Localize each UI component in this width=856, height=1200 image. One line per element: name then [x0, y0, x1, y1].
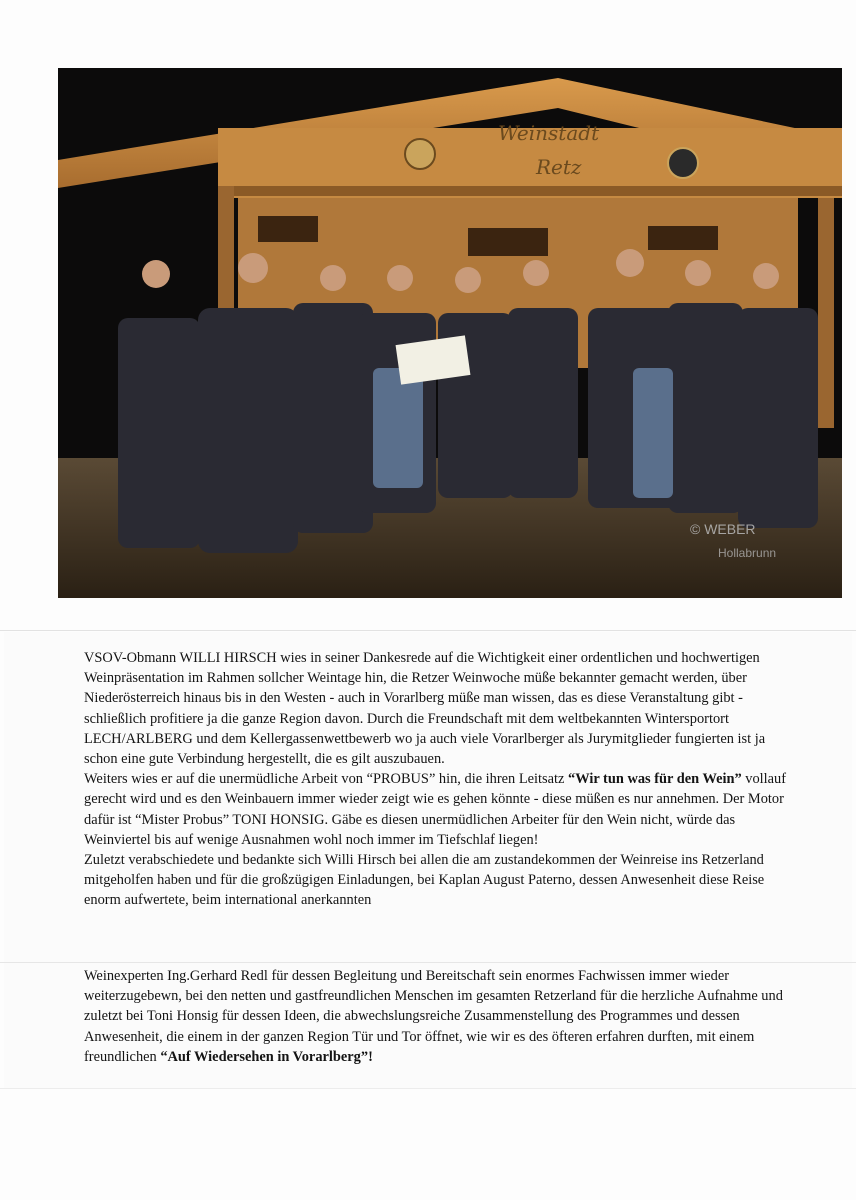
paper-edge: [0, 1088, 856, 1089]
paragraph-1: VSOV-Obmann WILLI HIRSCH wies in seiner Dankesrede auf die Wichtigkeit einer ordentlichen und hochwertigen Weinpräsentation im Rahmen sollcher Weintage hin, die Retzer Weinwoche müße bekannter gemacht werden, über Niederösterreich hinaus bis in den Westen - auch in Vorarlberg müße man wissen, das es diese Veranstaltung gibt - schließlich profitiere ja die ganze Region davon. Durch die Freundschaft mit dem weltbekannten Wintersportort LECH/ARLBERG und dem Kellergassenwettbewerb wo ja auch viele Vorarlberger als Jurymitglieder fungierten ist ja schon eine gute Verbindung hergestellt, die es gilt auszubauen.: [84, 650, 766, 768]
emphasis-farewell: “Auf Wiedersehen in Vorarlberg”!: [160, 1048, 373, 1065]
booth-post: [818, 198, 834, 428]
paper-edge: [0, 630, 856, 631]
coat-of-arms-emblem: [405, 139, 435, 169]
article-text-continued: [84, 966, 790, 1067]
paragraph-3: Zuletzt verabschiedete und bedankte sich Willi Hirsch bei allen die am zustandekommen der Weinreise ins Retzerland mitgeholfen haben und für die großzügigen Einladungen, bei Kaplan August Paterno, dessen Anwesenheit diese Reise enorm aufwertete, beim international anerkannten: [84, 852, 765, 909]
text-run: Weinexperten Ing.Gerhard Redl für dessen Begleitung und Bereitschaft sein enormes Fachwissen immer wieder weiterzugebewn, bei den netten und gastfreundlichen Menschen im gesamten Retzerland für die herzliche Aufnahme und zuletzt bei Toni Honsig für dessen Ideen, die abwechslungsreiche Zusammenstellung des Programmes und dessen Anwesenheit, die einem in der ganzen Region Tür und Tor öffnet, wie wir es des öfteren erfahren durften, mit einem freundlichen: [84, 968, 783, 1065]
emphasis-slogan: “Wir tun was für den Wein”: [568, 771, 742, 788]
sign-text: Weinstadt: [498, 121, 600, 145]
text-run: vollauf gerecht wird und es den Weinbauern immer wieder zeigt wie es gehen könnte - diese müßen es nur annehmen. Der Motor dafür ist “Mister Probus” TONI HONSIG. Gäbe es diesen unermüdlichen Arbeiter für den Wein nicht, würde das Weinviertel bis auf wenige Ausnahmen wohl noch immer im Tiefschlaf liegen!: [84, 771, 787, 848]
group-photo: [58, 68, 842, 598]
paragraph-3-continued: [84, 966, 790, 1067]
article-text: [84, 648, 790, 911]
photo-credit-location: Hollabrunn: [718, 546, 777, 560]
paragraph-2: [84, 769, 790, 850]
paper-edge: [0, 962, 856, 963]
sign-text: Retz: [536, 155, 582, 179]
text-run: Weiters wies er auf die unermüdliche Arbeit von “PROBUS” hin, die ihren Leitsatz: [84, 771, 568, 788]
coat-of-arms-emblem: [668, 148, 698, 178]
photo-credit: © WEBER: [690, 521, 756, 537]
